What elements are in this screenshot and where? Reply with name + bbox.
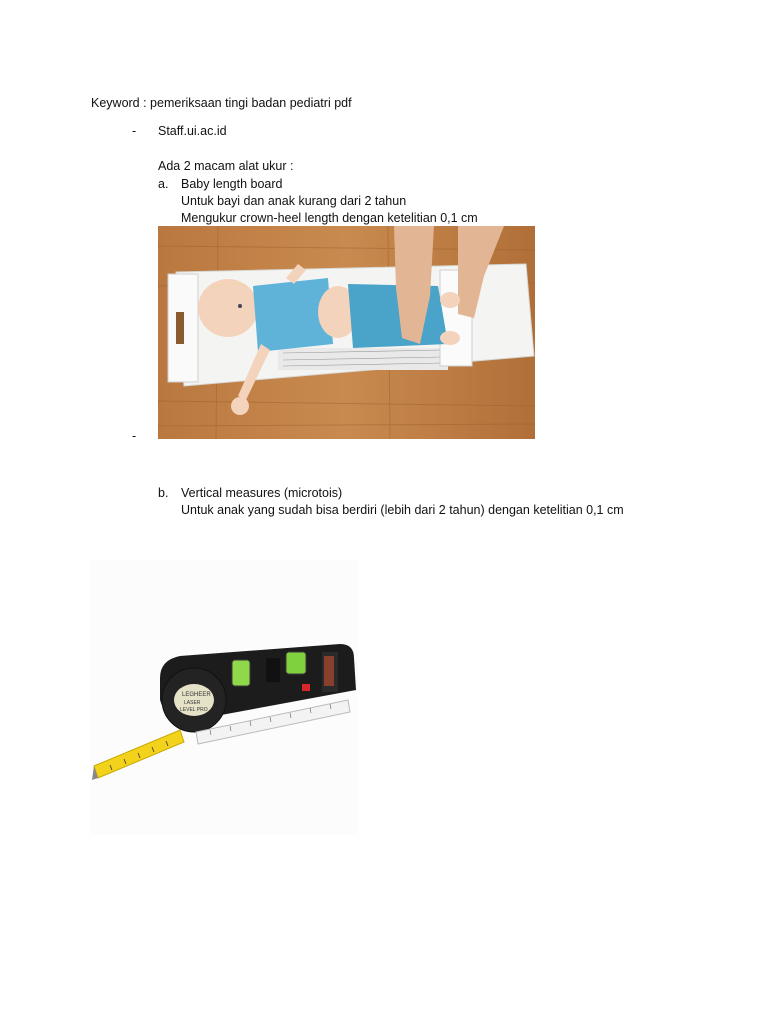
bullet-dash-2: -	[132, 429, 137, 443]
device-line2: LEVEL PRO	[180, 707, 208, 713]
item-a-title: Baby length board	[181, 177, 283, 191]
item-b-marker: b.	[158, 486, 169, 500]
item-a-marker: a.	[158, 177, 169, 191]
baby-length-board-photo	[158, 226, 535, 439]
device-line1: LASER	[184, 700, 201, 706]
item-b-title: Vertical measures (microtois)	[181, 486, 343, 500]
baby-length-board-illustration	[158, 226, 535, 439]
tape-measure-illustration	[90, 560, 358, 835]
item-a-line-2: Mengukur crown-heel length dengan ketelitian 0,1 cm	[181, 211, 478, 225]
item-a-line-1: Untuk bayi dan anak kurang dari 2 tahun	[181, 194, 407, 208]
intro-text: Ada 2 macam alat ukur :	[158, 159, 294, 173]
device-brand: LEGHEER	[182, 692, 211, 698]
source-link: Staff.ui.ac.id	[158, 124, 227, 138]
bullet-dash: -	[132, 124, 137, 138]
item-b-line-1: Untuk anak yang sudah bisa berdiri (lebih dari 2 tahun) dengan ketelitian 0,1 cm	[181, 503, 624, 517]
keyword-line: Keyword : pemeriksaan tingi badan pediatri pdf	[91, 96, 352, 110]
laser-level-tape-measure-photo	[90, 560, 358, 835]
